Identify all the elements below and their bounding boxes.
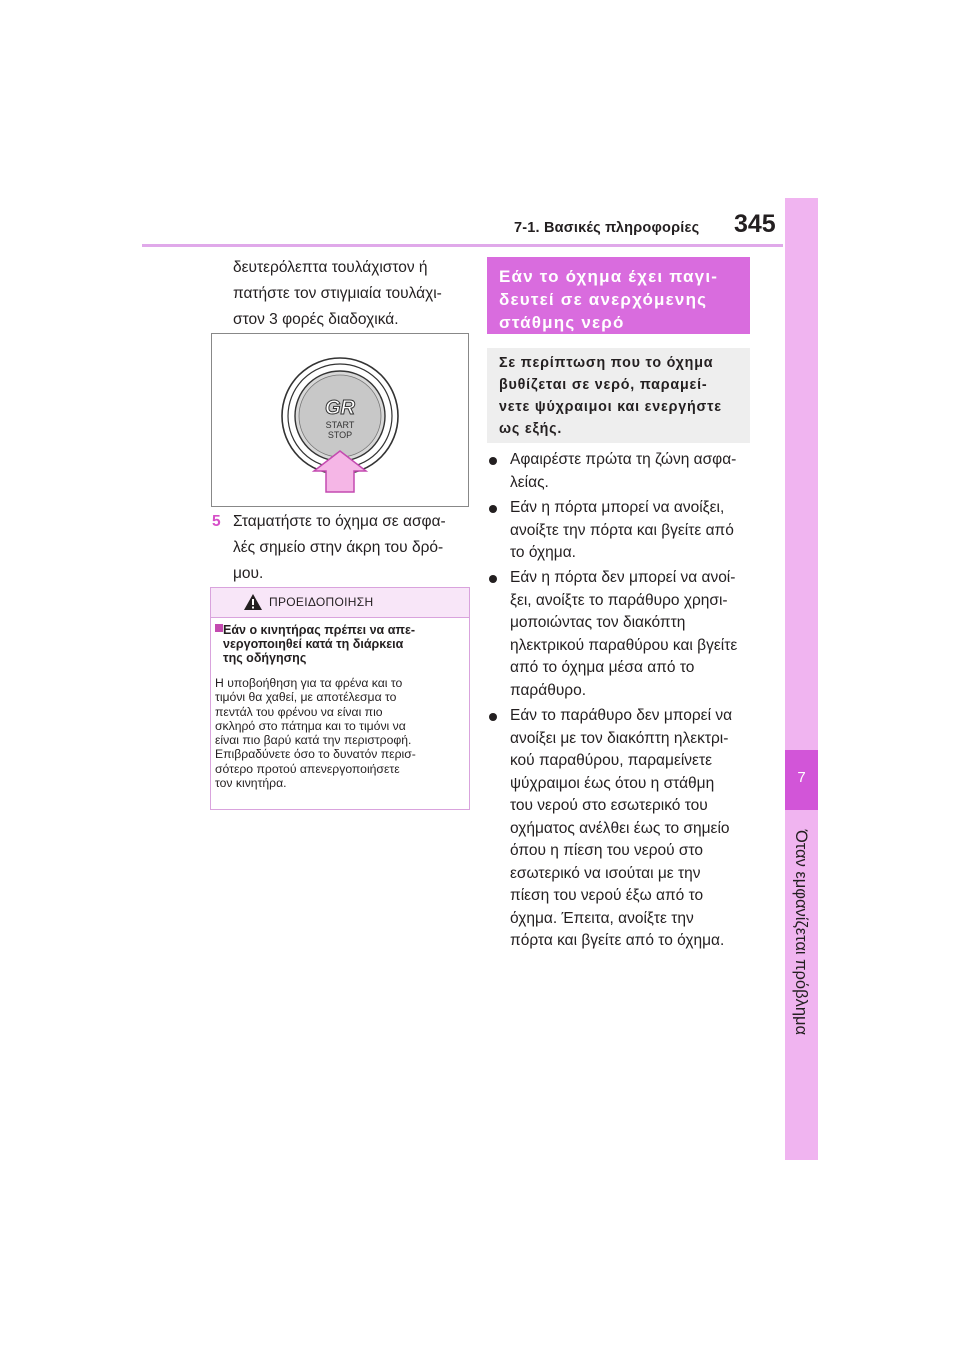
warning-body-line: σότερο προτού απενεργοποιήσετε: [215, 761, 400, 776]
warning-body-line: πεντάλ του φρένου να είναι πιο: [215, 704, 383, 719]
bullet-line: Εάν το παράθυρο δεν μπορεί να: [510, 707, 733, 724]
intro-text: [233, 255, 473, 333]
button-start-label: START: [325, 420, 355, 430]
step-number: [212, 509, 232, 535]
lead-line: Σε περίπτωση που το όχημα: [499, 355, 714, 371]
bullet-line: ψύχραιμοι έως ότου η στάθμη: [510, 774, 715, 792]
chapter-title-text: Όταν εμφανίζεται πρόβλημα: [792, 830, 810, 1036]
step-line: μου.: [233, 565, 264, 582]
bullet-dot-icon: [489, 457, 497, 465]
bullet-line: όπου η πίεση του νερού στο: [510, 842, 704, 859]
bullet-line: Εάν η πόρτα μπορεί να ανοίξει,: [510, 499, 725, 516]
bullet-item: [489, 705, 754, 955]
warning-subtitle-line: Εάν ο κινητήρας πρέπει να απε-: [223, 623, 416, 637]
bullet-line: παράθυρο.: [510, 681, 587, 699]
step-5-text: [233, 509, 473, 587]
section-title: 7-1. Βασικές πληροφορίες: [514, 220, 700, 236]
warning-body-line: τον κινητήρα.: [215, 776, 287, 791]
bullet-line: κού παραθύρου, παραμείνετε: [510, 752, 712, 769]
warning-body-line: σκληρό στο πάτημα και το τιμόνι να: [215, 718, 406, 733]
warning-body-line: είναι πιο βαρύ κατά την περιστροφή.: [215, 733, 412, 748]
heading-line: στάθμης νερό: [499, 313, 625, 332]
section-heading: [499, 265, 739, 334]
lead-line: βυθίζεται σε νερό, παραμεί-: [499, 377, 708, 393]
bullet-line: ανοίξει με τον διακόπτη ηλεκτρι-: [510, 729, 729, 747]
warning-icon: [243, 593, 263, 611]
bullet-item: [489, 567, 754, 707]
bullet-line: οχήματος ανέλθει έως το σημείο: [510, 819, 730, 837]
bullet-dot-icon: [489, 505, 497, 513]
intro-line: πατήστε τον στιγμιαία τουλάχι-: [233, 285, 442, 302]
lead-line: ως εξής.: [499, 421, 563, 437]
lead-box: [487, 348, 750, 443]
bullet-line: το όχημα.: [510, 544, 576, 561]
bullet-line: ξει, ανοίξτε το παράθυρο χρησι-: [510, 591, 728, 609]
start-stop-figure: [211, 333, 469, 507]
bullet-line: μοποιώντας τον διακόπτη: [510, 614, 686, 631]
step-line: Σταματήστε το όχημα σε ασφα-: [233, 513, 446, 530]
header-rule: [142, 244, 783, 247]
warning-body: [215, 676, 467, 790]
bullet-line: όχημα. Έπειτα, ανοίξτε την: [510, 909, 694, 927]
warning-body-line: τιμόνι θα χαθεί, με αποτέλεσμα το: [215, 690, 397, 705]
lead-line: νετε ψύχραιμοι και ενεργήστε: [499, 399, 722, 415]
bullet-dot-icon: [489, 575, 497, 583]
bullet-dot-icon: [489, 713, 497, 721]
chapter-title: [787, 830, 817, 1130]
section-heading-box: [487, 257, 750, 334]
lead-text: [499, 352, 739, 440]
start-stop-button-illustration: [212, 334, 468, 506]
warning-subtitle: [223, 623, 463, 665]
bullet-line: Αφαιρέστε πρώτα τη ζώνη ασφα-: [510, 451, 737, 468]
heading-line: Εάν το όχημα έχει παγι-: [499, 267, 719, 286]
chapter-number: 7: [785, 750, 818, 810]
bullet-text: [510, 705, 754, 953]
bullet-line: πίεση του νερού έξω από το: [510, 887, 704, 904]
warning-body-line: Η υποβοήθηση για τα φρένα και το: [215, 676, 403, 690]
bullet-line: Εάν η πόρτα δεν μπορεί να ανοί-: [510, 569, 736, 586]
button-stop-label: STOP: [327, 430, 353, 440]
intro-line: στον 3 φορές διαδοχικά.: [233, 311, 399, 328]
button-logo: GR: [325, 397, 355, 419]
bullet-line: λείας.: [510, 473, 549, 491]
bullet-line: ηλεκτρικού παραθύρου και βγείτε: [510, 636, 738, 654]
bullet-line: εσωτερικό να ισούται με την: [510, 864, 701, 882]
square-bullet-icon: [215, 624, 223, 632]
bullet-line: από το όχημα μέσα από το: [510, 659, 695, 676]
bullet-text: [510, 497, 754, 565]
warning-box: [210, 587, 470, 810]
bullet-text: [510, 567, 754, 702]
heading-line: δευτεί σε ανερχόμενης: [499, 290, 708, 309]
step-line: λές σημείο στην άκρη του δρό-: [233, 539, 444, 556]
page-number: 345: [734, 210, 776, 238]
bullet-item: [489, 449, 754, 495]
warning-subtitle-line: της οδήγησης: [223, 651, 307, 665]
step-5-number: 5: [212, 513, 221, 530]
bullet-item: [489, 497, 754, 567]
warning-title: ΠΡΟΕΙΔΟΠΟΙΗΣΗ: [269, 595, 374, 609]
warning-header: [211, 588, 469, 618]
bullet-text: [510, 449, 754, 494]
bullet-line: πόρτα και βγείτε από το όχημα.: [510, 932, 725, 949]
warning-subtitle-line: νεργοποιηθεί κατά τη διάρκεια: [223, 637, 404, 651]
warning-body-line: Επιβραδύνετε όσο το δυνατόν περισ-: [215, 747, 416, 762]
bullet-line: του νερού στο εσωτερικό του: [510, 797, 708, 814]
intro-line: δευτερόλεπτα τουλάχιστον ή: [233, 259, 428, 276]
bullet-line: ανοίξτε την πόρτα και βγείτε από: [510, 521, 734, 539]
